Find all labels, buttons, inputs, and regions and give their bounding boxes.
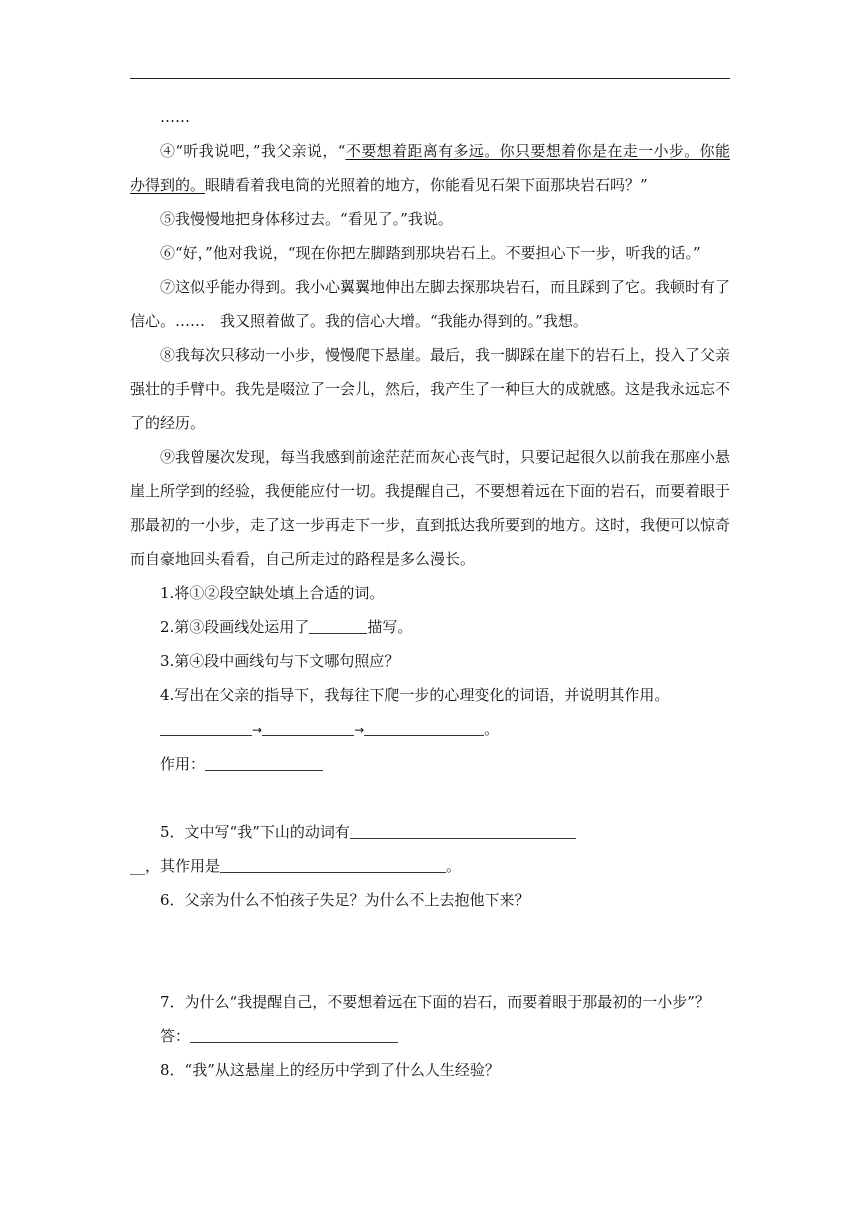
q5-text-c: 。 [446,857,462,875]
q2-text-a: 2.第③段画线处运用了 [160,618,310,636]
question-5-continued [130,849,730,883]
p4-underlined-sentence: 不要想着距离有多远。你只要想着你是在走一小步。你能办得到的。 [130,142,730,194]
q4-blank-3[interactable] [364,719,484,736]
question-8: 8．“我”从这悬崖上的经历中学到了什么人生经验？ [160,1061,500,1079]
q5-verbs-blank[interactable] [350,822,576,839]
header-rule [130,78,730,79]
q4-answer-chain [130,712,730,747]
q2-answer-blank[interactable] [309,617,367,634]
spacer [130,917,730,985]
q4-use-label: 作用： [160,755,206,773]
question-6: 6．父亲为什么不怕孩子失足？为什么不上去抱他下来？ [160,891,530,909]
paragraph-9: ⑨我曾屡次发现，每当我感到前途茫茫而灰心丧气时，只要记起很久以前我在那座小悬崖上所学到的经验，我便能应付一切。我提醒自己，不要想着远在下面的岩石，而要着眼于那最初的一小步，走了这一步再走下一步，直到抵达我所要到的地方。这时，我便可以惊奇而自豪地回头看看，自己所走过的路程是多么漫长。 [130,448,731,568]
spacer [130,781,730,815]
question-7: 7．为什么“我提醒自己，不要想着远在下面的岩石，而要着眼于那最初的一小步”？ [160,993,710,1011]
question-2 [130,610,730,644]
question-4: 4.写出在父亲的指导下，我每往下爬一步的心理变化的词语，并说明其作用。 [160,686,670,704]
q5-text-b: ，其作用是 [145,857,221,875]
q4-period: 。 [484,720,500,738]
paragraph-7: ⑦这似乎能办得到。我小心翼翼地伸出左脚去探那块岩石，而且踩到了它。我顿时有了信心。…… 我又照着做了。我的信心大增。“我能办得到的。”我想。 [130,278,731,330]
q7-answer-label: 答： [160,1027,191,1045]
q5-dash: __ [130,857,145,875]
q4-blank-2[interactable] [262,719,354,736]
q7-answer-blank[interactable] [190,1026,398,1043]
document-page [130,100,730,1087]
q5-effect-blank[interactable] [220,856,446,873]
p4-text-b: 眼睛看着我电筒的光照着的地方，你能看见石架下面那块岩石吗？” [205,176,648,194]
q7-answer-line [130,1019,730,1053]
arrow-icon: → [252,723,263,737]
q4-use-line [130,747,730,781]
ellipsis-line: …… [160,108,190,126]
paragraph-4 [130,134,730,202]
question-3: 3.第④段中画线句与下文哪句照应？ [160,652,400,670]
q5-text-a: 5．文中写“我”下山的动词有 [160,823,350,841]
paragraph-5: ⑤我慢慢地把身体移过去。“看见了。”我说。 [160,210,453,228]
q4-blank-1[interactable] [160,719,252,736]
paragraph-8: ⑧我每次只移动一小步，慢慢爬下悬崖。最后，我一脚踩在崖下的岩石上，投入了父亲强壮的手臂中。我先是啜泣了一会儿，然后，我产生了一种巨大的成就感。这是我永远忘不了的经历。 [130,346,731,432]
q2-text-b: 描写。 [367,618,413,636]
paragraph-6: ⑥“好，”他对我说，“现在你把左脚踏到那块岩石上。不要担心下一步，听我的话。” [160,244,701,262]
arrow-icon: → [354,723,365,737]
p4-text-a: ④“听我说吧，”我父亲说，“ [160,142,346,160]
question-1: 1.将①②段空缺处填上合适的词。 [160,584,385,602]
question-5 [130,815,730,849]
q4-use-blank[interactable] [205,754,323,771]
